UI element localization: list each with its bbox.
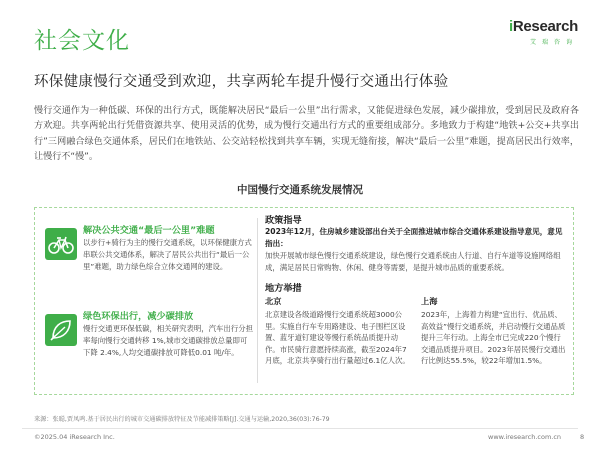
copyright: ©2025.04 iResearch Inc.: [34, 433, 115, 441]
iresearch-logo: [498, 18, 578, 46]
website-link[interactable]: www.iresearch.com.cn: [488, 433, 562, 441]
logo-subtitle: 艾瑞咨询: [529, 39, 578, 46]
column-divider: [257, 218, 258, 383]
policy-heading: 政策指导: [265, 215, 302, 226]
cases-heading: 地方举措: [265, 283, 302, 294]
logo-name: Research: [512, 18, 578, 35]
city-name: 上海: [421, 296, 438, 306]
intro-paragraph: 慢行交通作为一种低碳、环保的出行方式，既能解决居民“最后一公里”出行需求，又能促进绿色发展，减少碳排放，受到居民及政府各方欢迎。共享两轮出行凭借资源共享、使用灵活的优势，成为慢行交通出行方式的重要组成部分。多地致力于构建“地铁+公交+共享出行”三网融合绿色交通体系，居民们在地铁站、公交站轻松找到共享车辆，实现无缝衔接，解决“最后一公里”难题，提高居民出行效率，让慢行不“慢”。: [34, 106, 579, 163]
leaf-icon: [45, 314, 77, 346]
city-text: 2023年，上海着力构建“宜出行、优品质、高效益”慢行交通系统，并启动慢行交通品质提升三年行动。上海全市已完成220个慢行交通品质提升项目。2023年居民慢行交通出行比例达55.5%，较22年增加1.5%。: [421, 310, 566, 365]
city-text: 北京建设各级道路慢行交通系统超3000公里。实施自行车专用路建设、电子围栏区设置、蓝牙道钉建设等慢行系统品质提升动作。市民骑行意愿持续高涨，截至2024年7月底，北京共享骑行出行量超过6.1亿人次。: [265, 310, 410, 365]
benefit-title: 绿色环保出行，减少碳排放: [83, 311, 194, 322]
logo-prefix: i: [508, 18, 513, 35]
benefit-title: 解决公共交通“最后一公里”难题: [83, 225, 215, 236]
bicycle-icon: [45, 228, 77, 260]
page-number: 8: [580, 433, 585, 441]
policy-text: 加快开展城市绿色慢行交通系统建设，绿色慢行交通系统由人行道、自行车道等设施网络组成，满足居民日常购物、休闲、健身等需要，是提升城市品质的重要系统。: [265, 251, 561, 272]
benefit-text: 慢行交通更环保低碳，相关研究表明，汽车出行分担率每向慢行交通转移 1%,城市交通碳排放总量即可下降 2.4%,人均交通碳排放可降低0.01 吨/年。: [83, 324, 253, 357]
page-title: 社会文化: [34, 28, 130, 54]
source-note: 来源：张聪,贾凤鸣.基于居民出行的城市交通碳排放特征及节能减排策略[J].交通与运输,2020,36(03):76-79: [34, 416, 330, 423]
development-panel: [34, 207, 574, 395]
city-name: 北京: [265, 296, 282, 306]
city-case-shanghai: [421, 296, 567, 367]
panel-title: 中国慢行交通系统发展情况: [237, 184, 363, 196]
footer-divider: [22, 428, 578, 429]
city-case-beijing: [265, 296, 411, 367]
benefits-column: [35, 208, 255, 393]
benefit-text: 以步行+骑行为主的慢行交通系统，以环保健康方式串联公共交通体系，解决了居民公共出行“最后一公里”难题，助力绿色综合立体交通网的建设。: [83, 238, 252, 271]
page-subtitle: 环保健康慢行交通受到欢迎，共享两轮车提升慢行交通出行体验: [34, 74, 449, 90]
policy-date-line: 2023年12月，住房城乡建设部出台关于全面推进城市综合交通体系建设指导意见，意见指出：: [265, 227, 563, 248]
